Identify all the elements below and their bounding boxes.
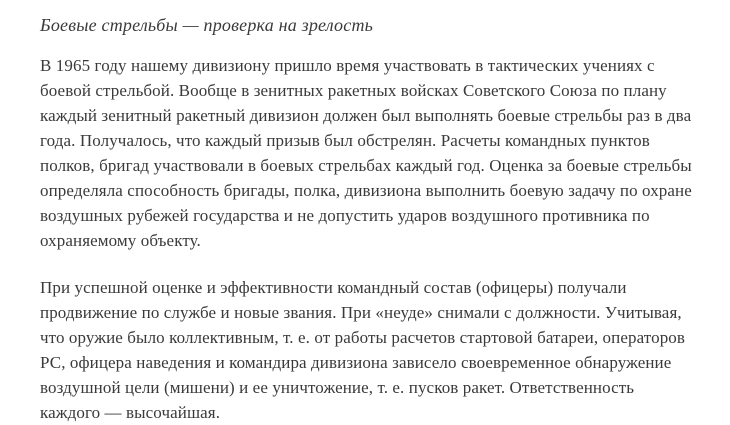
article-heading: Боевые стрельбы — проверка на зрелость bbox=[40, 15, 374, 35]
article-paragraph-1: В 1965 году нашему дивизиону пришло время участвовать в тактических учениях с боевой стрельбой. Вообще в зенитных ракетных войсках Советского Союза по плану каждый зенитный ракетный дивизион должен был выполнять боевые стрельбы раз в два года. Получалось, что каждый призыв был обстрелян. Расчеты командных пунктов полков, бригад участвовали в боевых стрельбах каждый год. Оценка за боевые стрельбы определяла способность бригады, полка, дивизиона выполнить боевую задачу по охране воздушных рубежей государства и не допустить ударов воздушного противника по охраняемому объекту. bbox=[40, 56, 692, 250]
article-paragraph-2: При успешной оценке и эффективности командный состав (офицеры) получали продвижение по службе и новые звания. При «неуде» снимали с должности. Учитывая, что оружие было коллективным, т. е. от работы расчетов стартовой батареи, операторов РС, офицера наведения и командира дивизиона зависело своевременное обнаружение воздушной цели (мишени) и ее уничтожение, т. е. пусков ракет. Ответственность каждого — высочайшая. bbox=[40, 278, 686, 422]
